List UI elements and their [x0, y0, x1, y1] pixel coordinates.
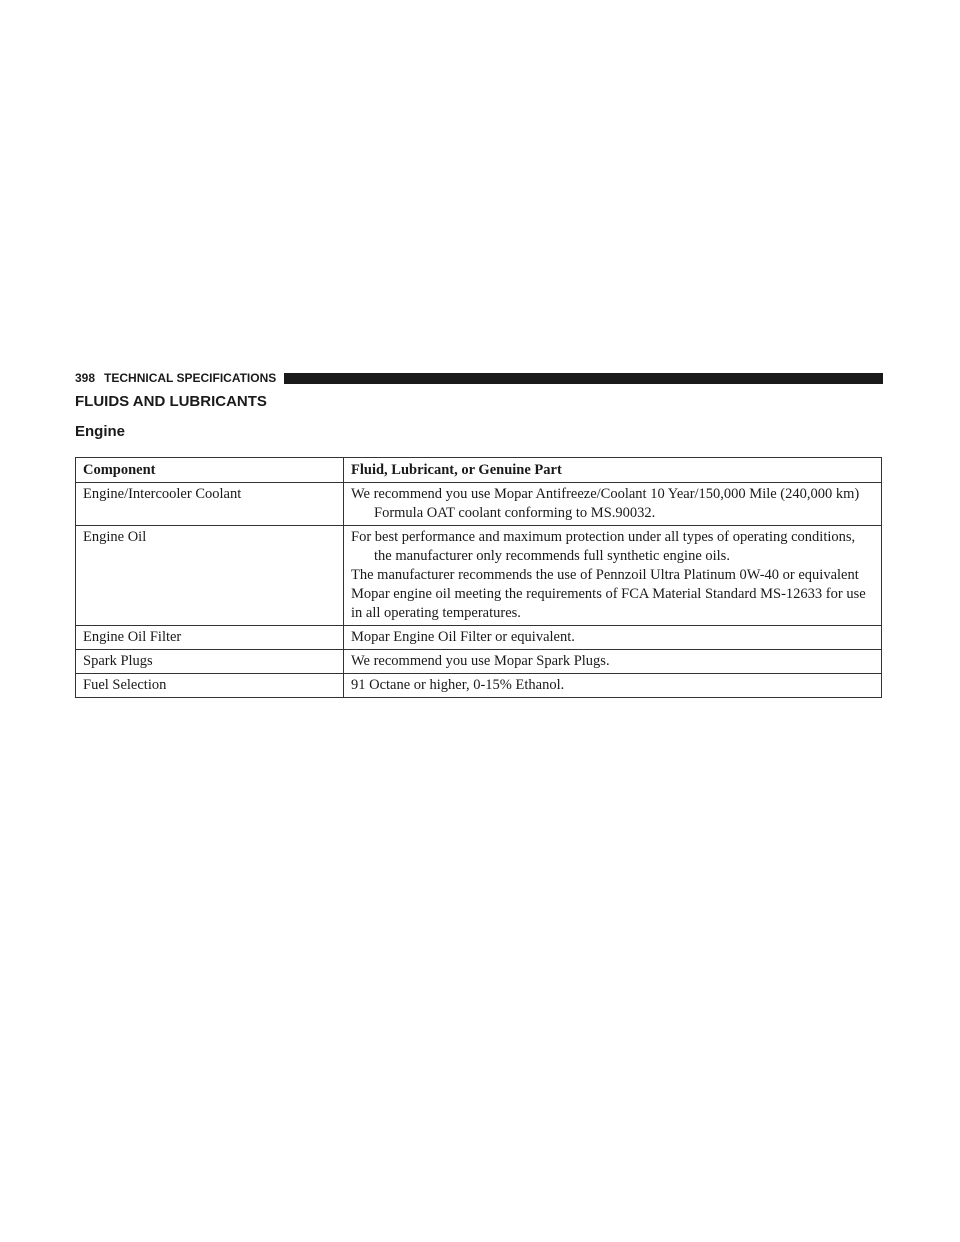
fluid-text: We recommend you use Mopar Spark Plugs.: [351, 653, 610, 669]
table-row: [76, 650, 882, 674]
component-cell: Engine/Intercooler Coolant: [76, 483, 344, 526]
table-row: [76, 483, 882, 526]
component-cell: Engine Oil: [76, 526, 344, 626]
fluid-cell: [344, 674, 882, 698]
fluid-text: Mopar Engine Oil Filter or equivalent.: [351, 629, 575, 645]
page-header: [75, 370, 883, 386]
fluids-table: [75, 457, 882, 698]
fluid-text: 91 Octane or higher, 0-15% Ethanol.: [351, 677, 565, 693]
fluid-cell: [344, 526, 882, 626]
subsection-title: Engine: [75, 423, 126, 440]
table-row: [76, 526, 882, 626]
table-row: [76, 626, 882, 650]
fluid-text: We recommend you use Mopar Antifreeze/Coolant 10 Year/150,000 Mile (240,000 km) Formula OAT coolant conforming to MS.90032.: [351, 486, 860, 521]
component-cell: Spark Plugs: [76, 650, 344, 674]
column-header-component: Component: [76, 458, 344, 483]
fluid-text: For best performance and maximum protection under all types of operating conditions, the manufacturer only recommends full synthetic engine oils.: [351, 529, 856, 564]
table-header-row: [76, 458, 882, 483]
fluid-cell: [344, 626, 882, 650]
column-header-fluid: Fluid, Lubricant, or Genuine Part: [344, 458, 882, 483]
table-row: [76, 674, 882, 698]
running-head: TECHNICAL SPECIFICATIONS: [104, 371, 277, 385]
header-rule: [284, 373, 883, 384]
fluid-cell: [344, 650, 882, 674]
component-cell: Engine Oil Filter: [76, 626, 344, 650]
component-cell: Fuel Selection: [76, 674, 344, 698]
fluid-cell: [344, 483, 882, 526]
page-number: 398: [75, 371, 96, 385]
fluid-text: The manufacturer recommends the use of Pennzoil Ultra Platinum 0W-40 or equivalent Mopar engine oil meeting the requirements of FCA Material Standard MS-12633 for use in all operating temperatures.: [351, 567, 866, 621]
section-title: FLUIDS AND LUBRICANTS: [75, 393, 267, 410]
